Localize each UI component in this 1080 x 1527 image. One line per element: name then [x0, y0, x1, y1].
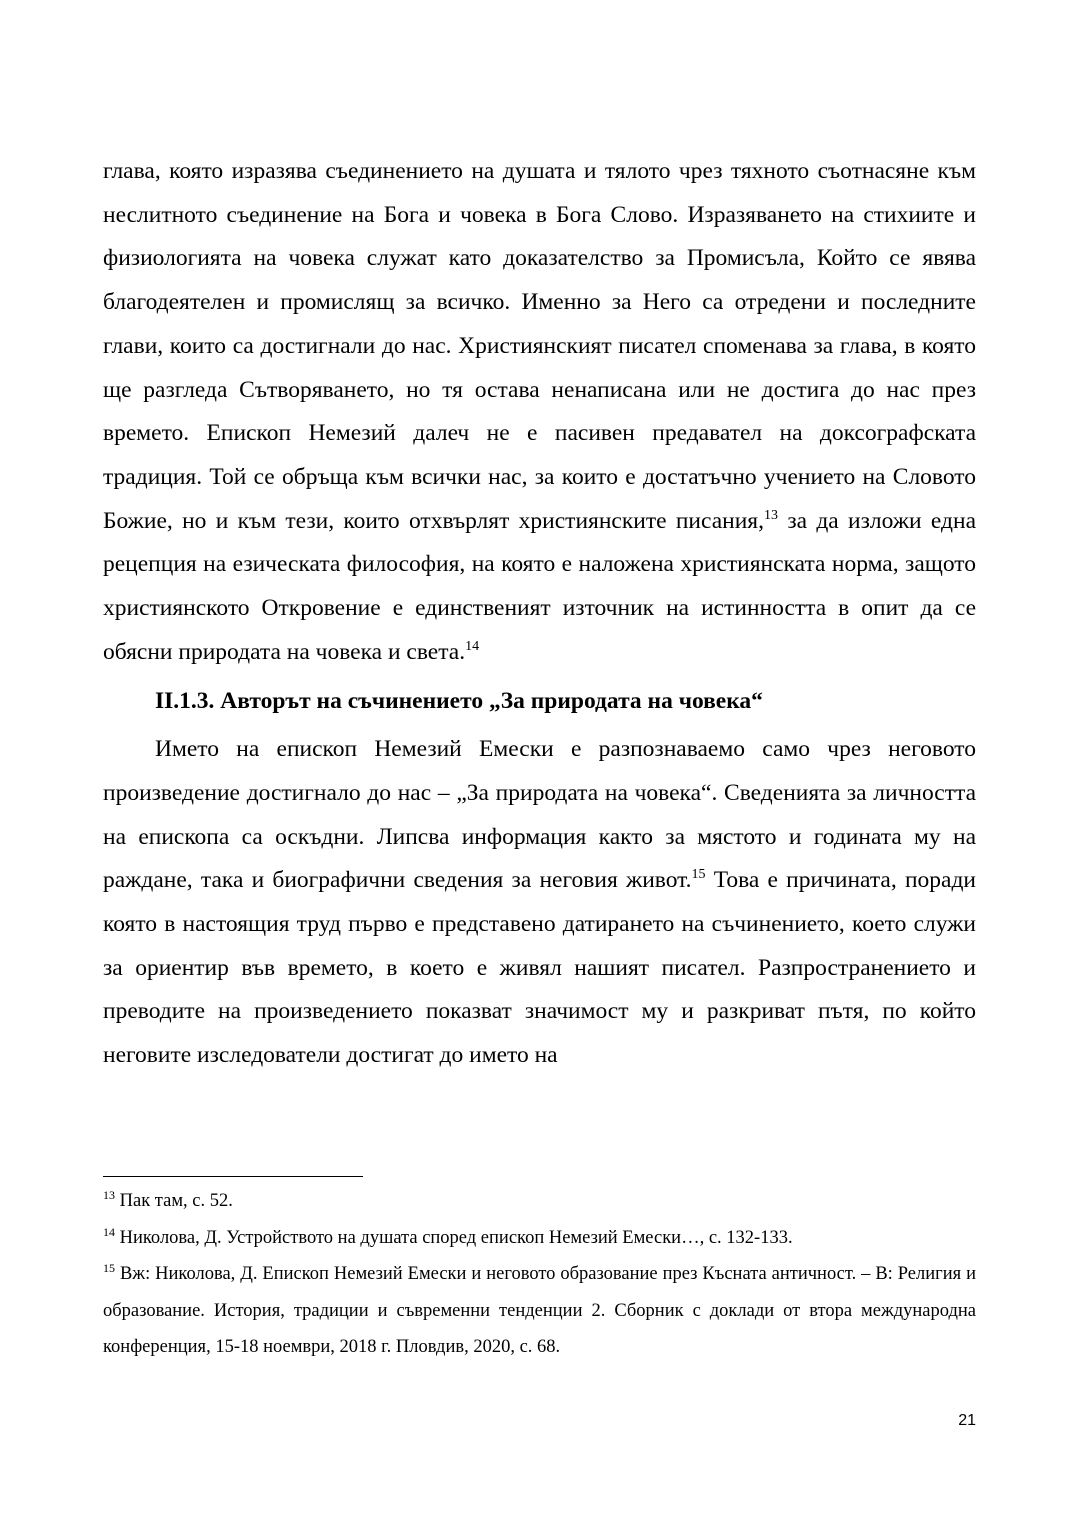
footnote: [103, 1220, 976, 1257]
paragraph-continuation: [103, 150, 976, 674]
page-body: [103, 150, 976, 1078]
paragraph-text: Това е причината, поради която в настоящия труд първо е представено датирането на съчинението, което служи за ориентир във времето, в което е живял нашият писател. Разпространението и преводите на произведението показват значимост му и разкриват пътя, по който неговите изследователи достигат до името на: [103, 867, 976, 1069]
footnote-number: 14: [103, 1224, 115, 1239]
footnote-text: Пак там, с. 52.: [115, 1191, 233, 1211]
paragraph-text: глава, която изразява съединението на душата и тялото чрез тяхното съотнасяне към неслитното съединение на Бога и човека в Бога Слово. Изразяването на стихиите и физиологията на човека служат като доказателство за Промисъла, Който се явява благодеятелен и промислящ за всичко. Именно за Него са отредени и последните глави, които са достигнали до нас. Християнският писател споменава за глава, в която ще разгледа Сътворяването, но тя остава ненаписана или не достига до нас през времето. Епископ Немезий далеч не е пасивен предавател на доксографската традиция. Той се обръща към всички нас, за които е достатъчно учението на Словото Божие, но и към тези, които отхвърлят християнските писания,: [103, 158, 976, 534]
footnote-number: 15: [103, 1261, 115, 1275]
page-number: 21: [958, 1412, 976, 1429]
footnote-text: Николова, Д. Устройството на душата според епископ Немезий Емески…, с. 132-133.: [115, 1227, 793, 1248]
footnote-ref-13[interactable]: 13: [764, 507, 778, 523]
footnote-text: Вж: Николова, Д. Епископ Немезий Емески и неговото образование през Късната античност. – В: Религия и образование. История, традиции и съвременни тенденции 2. Сборник с доклади от втора международна конференция, 15-18 ноември, 2018 г. Пловдив, 2020, с. 68.: [103, 1264, 976, 1357]
footnote-number: 13: [103, 1188, 115, 1202]
footnote: [103, 1256, 976, 1366]
footnotes: [103, 1176, 976, 1366]
footnote-ref-14[interactable]: 14: [465, 638, 480, 654]
section-heading: II.1.3. Авторът на съчинението „За природата на човека“: [155, 688, 763, 715]
footnote-separator: [103, 1176, 363, 1177]
paragraph-text: за да изложи една рецепция на езическата философия, на която е наложена християнската норма, защото християнското Откровение е единственият източник на истинността в опит да се обясни природата на човека и света.: [103, 507, 977, 665]
footnote: [103, 1183, 976, 1220]
footnote-ref-15[interactable]: 15: [691, 867, 706, 883]
paragraph-author: [103, 728, 976, 1078]
paragraph-text: Името на епископ Немезий Емески е разпознаваемо само чрез неговото произведение достигнало до нас – „За природата на човека“. Сведенията за личността на епископа са оскъдни. Липсва информация както за мястото и годината му на раждане, така и биографични сведения за неговия живот.: [103, 736, 976, 894]
